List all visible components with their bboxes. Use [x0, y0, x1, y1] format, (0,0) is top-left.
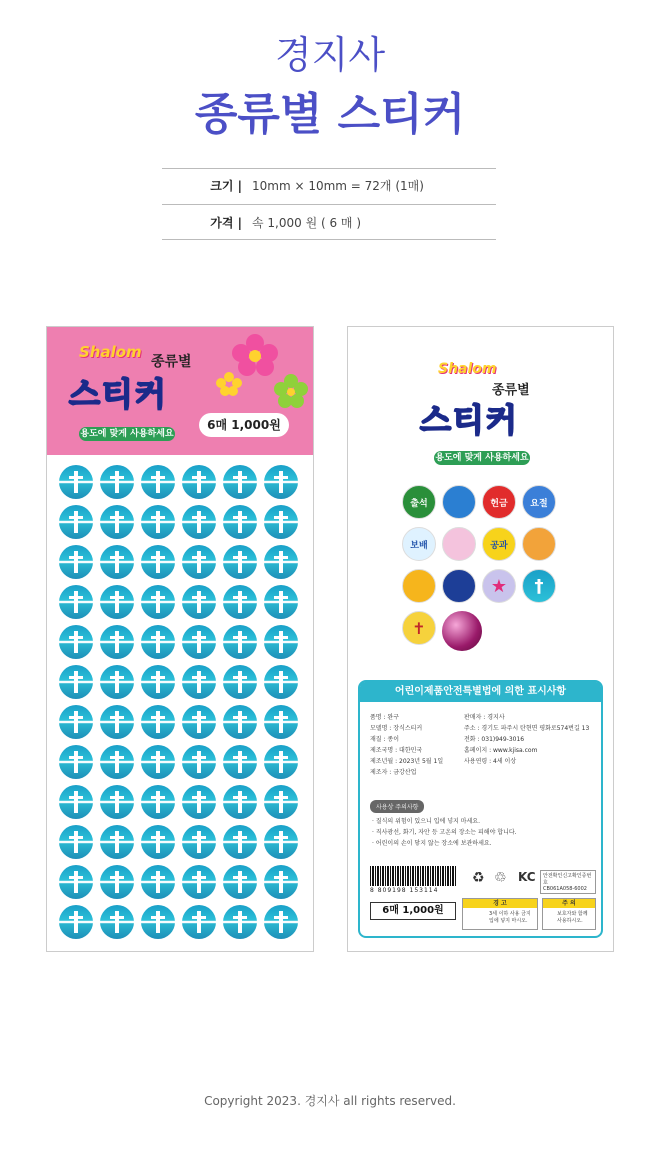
- info-item: 모델명 : 장식스티커: [370, 725, 423, 732]
- cross-sticker: [100, 665, 134, 699]
- info-item: 제조국명 : 대한민국: [370, 747, 423, 754]
- cross-sticker: [264, 465, 298, 499]
- character-sticker: [442, 485, 476, 519]
- sticker-label: 출석: [410, 498, 428, 509]
- kind-label-back: 종류별: [492, 383, 530, 398]
- sticker-word-back: 스티커: [420, 401, 519, 439]
- cross-sticker: [223, 465, 257, 499]
- bible-sticker: [522, 527, 556, 561]
- cross-sticker: [59, 505, 93, 539]
- spec-price-row: [162, 204, 496, 240]
- cross-sticker: [182, 705, 216, 739]
- info-item: 주소 : 경기도 파주시 탄현면 평화로574번길 13: [464, 725, 590, 732]
- cross-sticker: [100, 585, 134, 619]
- spec-size-value: 10mm × 10mm = 72개 (1매): [252, 179, 424, 193]
- price-badge: 6매 1,000원: [199, 413, 289, 437]
- cross-sticker: †: [522, 569, 556, 603]
- cert-box: [540, 870, 596, 894]
- cross-sticker: [141, 465, 175, 499]
- spec-price-label: 가격 |: [210, 215, 242, 230]
- cross-sticker: [182, 745, 216, 779]
- cross-sticker: [264, 905, 298, 939]
- cross-sticker: [141, 545, 175, 579]
- barcode-number: 8 809198 153114: [370, 887, 439, 894]
- sample-stickers: [402, 485, 562, 651]
- cross-sticker: [223, 865, 257, 899]
- lesson-sticker: [482, 527, 516, 561]
- grape-cross-sticker: ✝: [402, 611, 436, 645]
- cross-sticker: [182, 625, 216, 659]
- pearl-sticker: [442, 611, 482, 651]
- offering-sticker: [482, 485, 516, 519]
- cross-sticker: [223, 585, 257, 619]
- cross-sticker: [59, 905, 93, 939]
- cross-sticker: [223, 705, 257, 739]
- page-title: 종류별 스티커: [194, 89, 466, 140]
- sticker-label: 헌금: [490, 498, 508, 509]
- recycle-paper-icon: ♲: [494, 870, 507, 886]
- sticker-word: 스티커: [69, 375, 168, 413]
- warning-box: [462, 898, 538, 930]
- cross-sticker: [59, 745, 93, 779]
- info-item: 전화 : 031)949-3016: [464, 736, 525, 743]
- cross-sticker: [59, 705, 93, 739]
- attendance-sticker: [402, 485, 436, 519]
- sheep-sticker: [442, 527, 476, 561]
- sticker-label: 요절: [530, 498, 548, 509]
- product-front-image: [46, 326, 314, 952]
- cross-sticker: [264, 665, 298, 699]
- cross-sticker: [100, 905, 134, 939]
- cross-sticker: [264, 705, 298, 739]
- cross-sticker: [223, 545, 257, 579]
- caution-tag: 사용상 주의사항: [370, 800, 424, 813]
- product-back-image: [347, 326, 614, 952]
- attention-box: [542, 898, 596, 930]
- usage-banner: 용도에 맞게 사용하세요: [80, 429, 174, 439]
- cross-sticker: [59, 585, 93, 619]
- info-item: 재질 : 종이: [370, 736, 400, 743]
- cross-sticker: [264, 585, 298, 619]
- caution-item: · 어린이의 손이 닿지 않는 장소에 보관하세요.: [372, 840, 492, 847]
- cross-sticker: [100, 505, 134, 539]
- cross-sticker: [59, 465, 93, 499]
- cross-sticker: [264, 625, 298, 659]
- cross-sticker: [141, 625, 175, 659]
- cross-sticker: [100, 785, 134, 819]
- cross-sticker: [141, 745, 175, 779]
- sticker-label: 보배: [410, 540, 428, 551]
- shalom-logo-back: Shalom: [438, 361, 497, 377]
- cross-sticker: [141, 865, 175, 899]
- cross-sticker: [223, 905, 257, 939]
- caution-list: [372, 816, 517, 849]
- warning-text: 3세 이하 사용 금지 입에 넣지 마시오.: [489, 911, 531, 924]
- kc-mark-icon: KC: [518, 870, 536, 884]
- cross-sticker: [264, 865, 298, 899]
- cross-sticker: [141, 905, 175, 939]
- cross-sticker: [100, 545, 134, 579]
- spec-price-value: 속 1,000 원 ( 6 매 ): [252, 215, 362, 230]
- cross-sticker: [182, 545, 216, 579]
- info-item: 제조자 : 금강산업: [370, 769, 417, 776]
- kind-label: 종류별: [151, 354, 192, 370]
- safety-notice-panel: [358, 680, 603, 938]
- cross-sticker: [141, 505, 175, 539]
- cert-number: CB061A058-6002: [543, 886, 587, 892]
- cross-sticker: [141, 705, 175, 739]
- cross-sticker: [59, 785, 93, 819]
- barcode: [370, 866, 456, 886]
- cross-sticker: [223, 825, 257, 859]
- cross-sticker: [182, 665, 216, 699]
- cross-sticker: [182, 825, 216, 859]
- treasure-sticker: [402, 527, 436, 561]
- copyright: Copyright 2023. 경지사 all rights reserved.: [204, 1094, 456, 1108]
- attention-text: 보호자와 함께 사용하시오.: [557, 911, 588, 924]
- caution-item: · 질식의 위험이 있으니 입에 넣지 마세요.: [372, 818, 480, 825]
- cross-sticker: [182, 785, 216, 819]
- front-header-panel: [47, 327, 313, 455]
- cross-sticker: [141, 785, 175, 819]
- cross-sticker: [59, 545, 93, 579]
- sticker-label: 공과: [490, 540, 508, 551]
- cross-sticker: [182, 865, 216, 899]
- cross-sticker: [223, 625, 257, 659]
- cross-sticker: [264, 745, 298, 779]
- cross-sticker: [264, 785, 298, 819]
- info-item: 제조년월 : 2023년 5월 1일: [370, 758, 444, 765]
- cross-sticker: [223, 505, 257, 539]
- info-item: 품명 : 완구: [370, 714, 400, 721]
- moon-sticker: [442, 569, 476, 603]
- warning-label: 경 고: [463, 899, 537, 908]
- star-sticker: ★: [482, 569, 516, 603]
- sun-sticker: [402, 569, 436, 603]
- shalom-logo: Shalom: [79, 343, 142, 361]
- cross-sticker: [264, 545, 298, 579]
- info-item: 사용연령 : 4세 이상: [464, 758, 517, 765]
- info-right: [464, 712, 589, 767]
- usage-banner-back: 용도에 맞게 사용하세요: [435, 453, 529, 463]
- cross-sticker: [182, 585, 216, 619]
- attention-label: 주 의: [543, 899, 595, 908]
- cross-sticker: [182, 905, 216, 939]
- recycle-icon: ♻: [472, 870, 485, 886]
- cross-sticker-grid: [59, 465, 303, 939]
- cross-sticker: [264, 825, 298, 859]
- cross-sticker: [100, 825, 134, 859]
- cross-sticker: [182, 505, 216, 539]
- cross-sticker: [141, 665, 175, 699]
- spec-size-label: 크기 |: [210, 179, 242, 193]
- cross-sticker: [223, 785, 257, 819]
- back-price: 6매 1,000원: [370, 902, 456, 920]
- info-item: 홈페이지 : www.kjisa.com: [464, 747, 538, 754]
- cross-sticker: [100, 745, 134, 779]
- verse-sticker: [522, 485, 556, 519]
- cross-sticker: [100, 865, 134, 899]
- cert-label: 안전확인신고확인증번호: [543, 873, 592, 886]
- cross-sticker: [100, 705, 134, 739]
- cross-sticker: [141, 585, 175, 619]
- cross-sticker: [223, 665, 257, 699]
- cross-sticker: [100, 465, 134, 499]
- info-left: [370, 712, 443, 778]
- info-item: 판매자 : 경지사: [464, 714, 505, 721]
- flower-decoration-icon: [215, 329, 311, 419]
- cross-sticker: [100, 625, 134, 659]
- cross-sticker: [264, 505, 298, 539]
- brand-name: 경지사: [274, 33, 386, 77]
- notice-title: 어린이제품안전특별법에 의한 표시사항: [360, 682, 601, 702]
- spec-size-row: [162, 168, 496, 202]
- cross-sticker: [182, 465, 216, 499]
- cross-sticker: [223, 745, 257, 779]
- cross-sticker: [59, 625, 93, 659]
- cross-sticker: [59, 865, 93, 899]
- caution-item: · 직사광선, 화기, 자안 등 고온의 장소는 피해야 합니다.: [372, 829, 517, 836]
- cross-sticker: [59, 665, 93, 699]
- cross-sticker: [141, 825, 175, 859]
- cross-sticker: [59, 825, 93, 859]
